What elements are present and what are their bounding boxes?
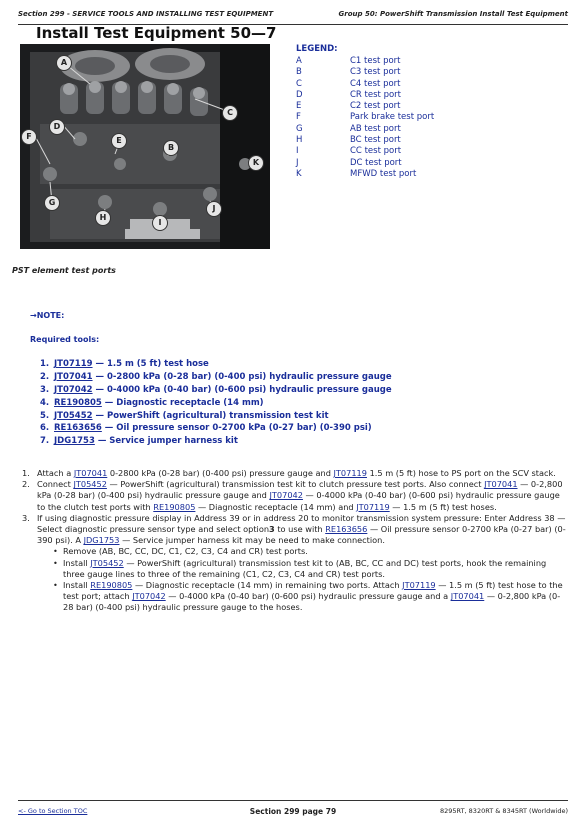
sub-step [37, 546, 567, 557]
procedure-step [22, 468, 567, 479]
tool-item [40, 422, 392, 435]
part-link[interactable]: RE163656 [325, 524, 368, 535]
tool-number: 1. [40, 359, 50, 369]
step-text: — Service jumper harness kit may be need to make connection. [119, 535, 385, 546]
legend-item [296, 169, 434, 180]
tool-number: 3. [40, 384, 50, 395]
page-footer [18, 800, 568, 821]
callout-d: D [49, 119, 65, 135]
step-number: 3. [22, 512, 30, 523]
required-tools-list [40, 358, 392, 448]
legend-text: MFWD test port [350, 168, 417, 179]
callout-e: E [111, 133, 127, 149]
tool-description: — 1.5 m (5 ft) test hose [92, 359, 209, 369]
legend-item [296, 56, 434, 67]
legend-text: DC test port [350, 157, 402, 168]
legend-item [296, 67, 434, 78]
legend-text: CR test port [350, 89, 401, 100]
part-link[interactable]: JT07042 [269, 490, 303, 501]
bullet-icon: • [53, 557, 58, 568]
tool-part-link[interactable]: RE190805 [54, 397, 102, 408]
legend-title: LEGEND: [296, 44, 338, 54]
callout-i: I [152, 215, 168, 231]
callout-f: F [21, 129, 37, 145]
tool-number: 6. [40, 423, 50, 434]
step-text: to use with [274, 524, 326, 535]
legend-text: CC test port [350, 146, 402, 157]
tool-item [40, 358, 392, 371]
callout-k: K [248, 155, 264, 171]
tool-description: — PowerShift (agricultural) transmission test kit [92, 410, 329, 421]
legend-letter: K [296, 168, 302, 179]
step-text: — 0-2,800 kPa (0-28 bar) (0-400 psi) hydraulic pressure gauge and [37, 479, 563, 501]
tool-item [40, 384, 392, 397]
tool-number: 4. [40, 397, 50, 408]
legend-text: C4 test port [350, 78, 401, 89]
step-text: — 0-4000 kPa (0-40 bar) (0-600 psi) hydraulic pressure gauge to the clutch test ports with [37, 490, 560, 512]
header-section: Section 299 - SERVICE TOOLS AND INSTALLING TEST EQUIPMENT [18, 10, 274, 18]
tool-description: — 0-2800 kPa (0-28 bar) (0-400 psi) hydraulic pressure gauge [92, 371, 392, 382]
legend-item [296, 146, 434, 157]
procedure-step [22, 513, 567, 614]
part-link[interactable]: JT07042 [132, 591, 166, 602]
tool-number: 5. [40, 410, 50, 421]
sub-step-text: — PowerShift (agricultural) transmission test kit to (AB, BC, CC and DC) test ports, hook the remaining three gauge lines to three of the remaining (C1, C2, C3, C4 and CR) test ports. [63, 557, 547, 579]
legend-letter: I [296, 146, 299, 157]
legend-text: AB test port [350, 123, 401, 134]
header-group: Group 50: PowerShift Transmission Install Test Equipment [338, 10, 568, 18]
part-link[interactable]: RE190805 [153, 501, 196, 512]
part-link[interactable]: JT07119 [356, 501, 390, 512]
callout-a: A [56, 55, 72, 71]
sub-step-text: — 0-2,800 kPa (0-28 bar) (0-400 psi) hydraulic pressure gauge to the hoses. [63, 591, 561, 613]
step-text: Attach a [37, 468, 74, 478]
tool-part-link[interactable]: RE163656 [54, 423, 102, 434]
tool-part-link[interactable]: JT07041 [54, 371, 93, 382]
legend-text: C3 test port [350, 67, 401, 78]
tool-part-link[interactable]: JDG1753 [54, 436, 95, 447]
part-link[interactable]: JT07041 [484, 479, 518, 490]
legend-item [296, 101, 434, 112]
legend-item [296, 158, 434, 169]
part-link[interactable]: RE190805 [90, 580, 133, 591]
page-title: Install Test Equipment 50—7 [36, 24, 277, 42]
figure-caption: PST element test ports [12, 266, 116, 275]
tool-number: 2. [40, 371, 50, 382]
sub-step [37, 580, 567, 614]
step-text: Connect [37, 479, 74, 490]
tool-part-link[interactable]: JT07042 [54, 384, 93, 395]
legend-letter: A [296, 56, 302, 66]
procedure-step [22, 479, 567, 513]
bullet-icon: • [53, 580, 58, 591]
legend-letter: C [296, 78, 302, 89]
tool-item [40, 435, 392, 448]
legend-item [296, 112, 434, 123]
callout-g: G [44, 195, 60, 211]
legend-item [296, 124, 434, 135]
legend-text: C1 test port [350, 56, 401, 66]
part-link[interactable]: JT07041 [73, 468, 108, 478]
step-text: — 1.5 m (5 ft) test hoses. [389, 501, 497, 512]
step-text: — Diagnostic receptacle (14 mm) and [195, 501, 357, 512]
legend-letter: F [296, 112, 301, 123]
tool-number: 7. [40, 436, 50, 447]
step-number: 2. [22, 479, 30, 490]
callout-j: J [206, 201, 222, 217]
legend-letter: D [296, 89, 303, 100]
sub-step-text: Remove (AB, BC, CC, DC, C1, C2, C3, C4 and CR) test ports. [63, 546, 308, 557]
part-link[interactable]: JT05452 [90, 557, 124, 568]
tool-description: — Service jumper harness kit [94, 436, 238, 447]
option-number: 3 [269, 524, 275, 535]
tool-description: — Oil pressure sensor 0-2700 kPa (0-27 bar) (0-390 psi) [101, 423, 372, 434]
tool-item [40, 397, 392, 410]
sub-step-text: — Diagnostic receptacle (14 mm) in remaining two ports. Attach [132, 580, 403, 591]
valve-photo-drawing [20, 44, 270, 249]
step-text: — Oil pressure sensor 0-2700 kPa (0-27 bar) (0-390 psi). A [37, 524, 566, 546]
tool-item [40, 410, 392, 423]
legend-item [296, 90, 434, 101]
sub-step-text: — 1.5 m (5 ft) test hose to the test port; attach [63, 580, 563, 602]
part-link[interactable]: JT05452 [73, 479, 107, 490]
sub-step-text: Install [63, 557, 91, 568]
tool-description: — Diagnostic receptacle (14 mm) [101, 397, 264, 408]
callout-c: C [222, 105, 238, 121]
step-text: 1.5 m (5 ft) hose to PS port on the SCV stack. [366, 468, 556, 478]
sub-step [37, 558, 567, 580]
tool-part-link[interactable]: JT07119 [54, 359, 93, 369]
legend-letter: H [296, 135, 303, 146]
test-ports-photo [20, 44, 270, 249]
page-header [18, 10, 568, 25]
step-number: 1. [22, 468, 30, 478]
required-tools-label: Required tools: [30, 335, 100, 344]
step-text: — PowerShift (agricultural) transmission test kit to clutch pressure test ports. Also connect [106, 479, 485, 490]
step-text: 0-2800 kPa (0-28 bar) (0-400 psi) pressure gauge and [107, 468, 334, 478]
tool-item [40, 371, 392, 384]
callout-b: B [163, 140, 179, 156]
sub-step-text: — 0-4000 kPa (0-40 bar) (0-600 psi) hydraulic pressure gauge and a [165, 591, 451, 602]
legend [296, 44, 434, 180]
legend-letter: B [296, 67, 302, 78]
legend-letter: G [296, 123, 303, 134]
note-label: →NOTE: [30, 311, 65, 320]
step-text: If using diagnostic pressure display in Address 39 or in address 20 to monitor transmission system pressure: Enter Address 38 — Select diagnostic pressure sensor type and select option [37, 512, 566, 535]
callout-h: H [95, 210, 111, 226]
part-link[interactable]: JT07041 [450, 591, 485, 602]
legend-item [296, 135, 434, 146]
tool-description: — 0-4000 kPa (0-40 bar) (0-600 psi) hydraulic pressure gauge [92, 384, 392, 395]
part-link[interactable]: JT07119 [333, 468, 367, 478]
toc-link[interactable]: <- Go to Section TOC [18, 807, 88, 815]
tool-part-link[interactable]: JT05452 [54, 410, 93, 421]
part-link[interactable]: JDG1753 [83, 535, 120, 546]
part-link[interactable]: JT07119 [402, 580, 436, 591]
model-info: 8295RT, 8320RT & 8345RT (Worldwide) [439, 807, 568, 815]
legend-letter: J [296, 157, 299, 168]
legend-letter: E [296, 101, 302, 112]
bullet-icon: • [53, 546, 58, 557]
legend-text: C2 test port [350, 101, 401, 112]
legend-item [296, 79, 434, 90]
page-number: Section 299 page 79 [249, 807, 337, 816]
legend-text: Park brake test port [350, 112, 435, 123]
procedure-steps [22, 468, 567, 614]
legend-text: BC test port [350, 135, 401, 146]
sub-step-text: Install [63, 580, 91, 591]
